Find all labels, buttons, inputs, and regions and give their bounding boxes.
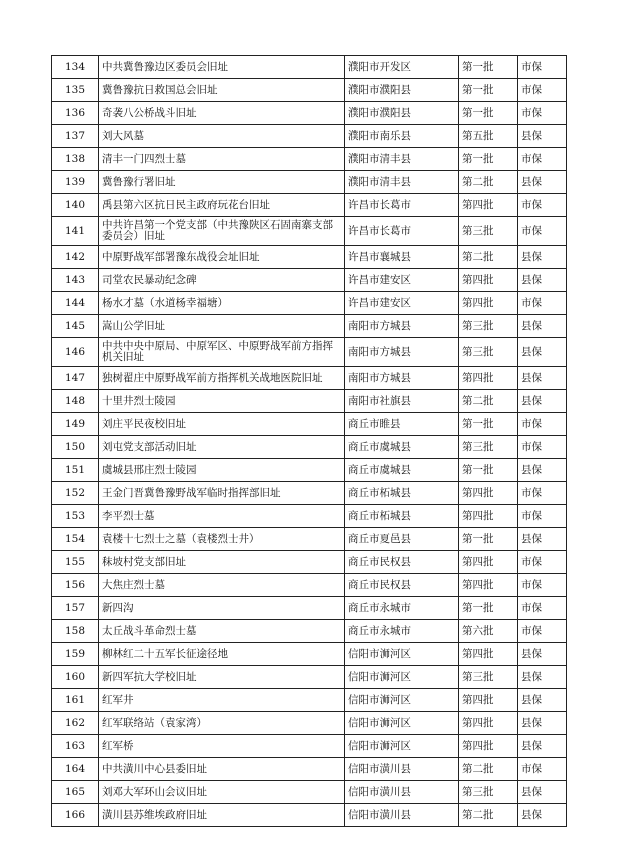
site-location: 濮阳市南乐县 (345, 125, 459, 148)
site-name: 刘邓大军环山会议旧址 (99, 781, 345, 804)
protection-batch: 第四批 (459, 551, 518, 574)
table-row (52, 102, 567, 125)
site-name: 秣坡村党支部旧址 (99, 551, 345, 574)
row-number: 145 (52, 315, 99, 338)
table-row (52, 574, 567, 597)
site-location: 商丘市夏邑县 (345, 528, 459, 551)
row-number: 136 (52, 102, 99, 125)
site-location: 南阳市社旗县 (345, 390, 459, 413)
site-location: 濮阳市开发区 (345, 56, 459, 79)
site-location: 信阳市浉河区 (345, 666, 459, 689)
protection-level: 县保 (518, 125, 567, 148)
site-location: 商丘市虞城县 (345, 436, 459, 459)
site-name: 新四沟 (99, 597, 345, 620)
site-name: 王金门晋冀鲁豫野战军临时指挥部旧址 (99, 482, 345, 505)
protection-batch: 第一批 (459, 79, 518, 102)
row-number: 148 (52, 390, 99, 413)
protection-batch: 第一批 (459, 56, 518, 79)
site-name: 红军井 (99, 689, 345, 712)
site-name: 刘大风墓 (99, 125, 345, 148)
protection-batch: 第一批 (459, 148, 518, 171)
row-number: 142 (52, 246, 99, 269)
row-number: 163 (52, 735, 99, 758)
site-name: 柳林红二十五军长征途径地 (99, 643, 345, 666)
protection-level: 市保 (518, 436, 567, 459)
table-row (52, 643, 567, 666)
protection-level: 县保 (518, 643, 567, 666)
site-location: 商丘市睢县 (345, 413, 459, 436)
site-name: 十里井烈士陵园 (99, 390, 345, 413)
protection-level: 县保 (518, 269, 567, 292)
protection-level: 县保 (518, 689, 567, 712)
table-row (52, 246, 567, 269)
site-name: 中共潢川中心县委旧址 (99, 758, 345, 781)
site-name: 大焦庄烈士墓 (99, 574, 345, 597)
row-number: 138 (52, 148, 99, 171)
protection-batch: 第一批 (459, 102, 518, 125)
protection-level: 市保 (518, 574, 567, 597)
site-name: 袁楼十七烈士之墓（袁楼烈士井） (99, 528, 345, 551)
site-location: 信阳市潢川县 (345, 804, 459, 827)
row-number: 164 (52, 758, 99, 781)
site-location: 信阳市浉河区 (345, 643, 459, 666)
protection-batch: 第二批 (459, 171, 518, 194)
table-row (52, 315, 567, 338)
protection-batch: 第二批 (459, 758, 518, 781)
protection-batch: 第四批 (459, 574, 518, 597)
protection-level: 市保 (518, 413, 567, 436)
row-number: 157 (52, 597, 99, 620)
site-location: 濮阳市濮阳县 (345, 79, 459, 102)
site-location: 许昌市襄城县 (345, 246, 459, 269)
protection-batch: 第四批 (459, 689, 518, 712)
table-row (52, 436, 567, 459)
row-number: 153 (52, 505, 99, 528)
table-row (52, 551, 567, 574)
protection-batch: 第一批 (459, 528, 518, 551)
table-row (52, 597, 567, 620)
protection-level: 市保 (518, 217, 567, 246)
table-row (52, 269, 567, 292)
site-name: 清丰一门四烈士墓 (99, 148, 345, 171)
site-name: 红军联络站（袁家湾） (99, 712, 345, 735)
site-name: 刘屯党支部活动旧址 (99, 436, 345, 459)
table-row (52, 217, 567, 246)
row-number: 139 (52, 171, 99, 194)
site-location: 信阳市浉河区 (345, 735, 459, 758)
row-number: 149 (52, 413, 99, 436)
site-name: 司堂农民暴动纪念碑 (99, 269, 345, 292)
protection-level: 市保 (518, 56, 567, 79)
site-name: 中共许昌第一个党支部（中共豫陕区石固南寨支部委员会）旧址 (99, 217, 345, 246)
protection-level: 县保 (518, 315, 567, 338)
protection-batch: 第四批 (459, 482, 518, 505)
protection-level: 市保 (518, 102, 567, 125)
site-location: 信阳市浉河区 (345, 689, 459, 712)
protection-level: 县保 (518, 735, 567, 758)
row-number: 162 (52, 712, 99, 735)
site-location: 信阳市潢川县 (345, 758, 459, 781)
site-name: 嵩山公学旧址 (99, 315, 345, 338)
table-row (52, 459, 567, 482)
protection-batch: 第四批 (459, 292, 518, 315)
site-location: 南阳市方城县 (345, 315, 459, 338)
row-number: 141 (52, 217, 99, 246)
protection-level: 市保 (518, 482, 567, 505)
protection-batch: 第二批 (459, 390, 518, 413)
protection-level: 市保 (518, 620, 567, 643)
site-location: 商丘市永城市 (345, 597, 459, 620)
protection-batch: 第三批 (459, 666, 518, 689)
site-location: 商丘市柘城县 (345, 482, 459, 505)
site-location: 南阳市方城县 (345, 367, 459, 390)
row-number: 165 (52, 781, 99, 804)
table-row (52, 367, 567, 390)
row-number: 140 (52, 194, 99, 217)
table-row (52, 413, 567, 436)
table-row (52, 712, 567, 735)
row-number: 144 (52, 292, 99, 315)
site-name: 中共中央中原局、中原军区、中原野战军前方指挥机关旧址 (99, 338, 345, 367)
site-location: 商丘市永城市 (345, 620, 459, 643)
site-location: 南阳市方城县 (345, 338, 459, 367)
row-number: 166 (52, 804, 99, 827)
protection-batch: 第六批 (459, 620, 518, 643)
protection-batch: 第四批 (459, 194, 518, 217)
protection-level: 市保 (518, 551, 567, 574)
protection-level: 市保 (518, 79, 567, 102)
protection-level: 市保 (518, 505, 567, 528)
protection-level: 市保 (518, 292, 567, 315)
site-name: 太丘战斗革命烈士墓 (99, 620, 345, 643)
protection-level: 县保 (518, 804, 567, 827)
site-location: 信阳市浉河区 (345, 712, 459, 735)
site-name: 冀鲁豫行署旧址 (99, 171, 345, 194)
site-location: 许昌市建安区 (345, 269, 459, 292)
table-row (52, 505, 567, 528)
protection-level: 县保 (518, 666, 567, 689)
table-row (52, 171, 567, 194)
table-row (52, 148, 567, 171)
table-row (52, 781, 567, 804)
row-number: 146 (52, 338, 99, 367)
protection-batch: 第五批 (459, 125, 518, 148)
protection-batch: 第四批 (459, 712, 518, 735)
site-location: 商丘市虞城县 (345, 459, 459, 482)
protection-batch: 第四批 (459, 735, 518, 758)
site-name: 杨水才墓（水道杨幸福塘） (99, 292, 345, 315)
protection-level: 县保 (518, 528, 567, 551)
table-row (52, 758, 567, 781)
row-number: 159 (52, 643, 99, 666)
site-name: 潢川县苏维埃政府旧址 (99, 804, 345, 827)
protection-batch: 第四批 (459, 643, 518, 666)
site-name: 冀鲁豫抗日救国总会旧址 (99, 79, 345, 102)
protection-level: 县保 (518, 459, 567, 482)
site-name: 新四军抗大学校旧址 (99, 666, 345, 689)
site-location: 许昌市长葛市 (345, 194, 459, 217)
site-name: 奇袭八公桥战斗旧址 (99, 102, 345, 125)
row-number: 143 (52, 269, 99, 292)
protection-level: 市保 (518, 148, 567, 171)
protection-batch: 第三批 (459, 338, 518, 367)
protection-batch: 第三批 (459, 315, 518, 338)
row-number: 147 (52, 367, 99, 390)
protection-level: 县保 (518, 171, 567, 194)
table-row (52, 666, 567, 689)
protection-level: 县保 (518, 390, 567, 413)
protection-batch: 第二批 (459, 804, 518, 827)
heritage-sites-table (51, 55, 567, 827)
row-number: 135 (52, 79, 99, 102)
table-row (52, 79, 567, 102)
site-location: 商丘市民权县 (345, 551, 459, 574)
row-number: 160 (52, 666, 99, 689)
row-number: 151 (52, 459, 99, 482)
row-number: 137 (52, 125, 99, 148)
table-row (52, 56, 567, 79)
table-row (52, 194, 567, 217)
site-name: 独树翟庄中原野战军前方指挥机关战地医院旧址 (99, 367, 345, 390)
site-name: 虞城县邢庄烈士陵园 (99, 459, 345, 482)
row-number: 152 (52, 482, 99, 505)
site-name: 中原野战军部署豫东战役会址旧址 (99, 246, 345, 269)
site-location: 信阳市潢川县 (345, 781, 459, 804)
protection-level: 县保 (518, 367, 567, 390)
protection-batch: 第三批 (459, 781, 518, 804)
protection-batch: 第四批 (459, 269, 518, 292)
site-name: 中共冀鲁豫边区委员会旧址 (99, 56, 345, 79)
row-number: 134 (52, 56, 99, 79)
table-row (52, 735, 567, 758)
protection-batch: 第一批 (459, 597, 518, 620)
site-name: 李平烈士墓 (99, 505, 345, 528)
site-location: 许昌市长葛市 (345, 217, 459, 246)
protection-level: 市保 (518, 758, 567, 781)
table-row (52, 620, 567, 643)
row-number: 156 (52, 574, 99, 597)
row-number: 155 (52, 551, 99, 574)
site-name: 红军桥 (99, 735, 345, 758)
site-name: 刘庄平民夜校旧址 (99, 413, 345, 436)
protection-batch: 第二批 (459, 246, 518, 269)
site-location: 濮阳市濮阳县 (345, 102, 459, 125)
site-location: 濮阳市清丰县 (345, 171, 459, 194)
table-row (52, 125, 567, 148)
protection-level: 市保 (518, 194, 567, 217)
table-row (52, 528, 567, 551)
site-location: 许昌市建安区 (345, 292, 459, 315)
site-location: 商丘市民权县 (345, 574, 459, 597)
protection-batch: 第三批 (459, 436, 518, 459)
table-row (52, 390, 567, 413)
table-row (52, 338, 567, 367)
protection-batch: 第一批 (459, 459, 518, 482)
table-row (52, 292, 567, 315)
row-number: 158 (52, 620, 99, 643)
table-row (52, 804, 567, 827)
site-location: 濮阳市清丰县 (345, 148, 459, 171)
table-body (52, 56, 567, 827)
protection-batch: 第三批 (459, 217, 518, 246)
row-number: 154 (52, 528, 99, 551)
protection-level: 市保 (518, 597, 567, 620)
protection-batch: 第四批 (459, 505, 518, 528)
protection-level: 县保 (518, 712, 567, 735)
protection-level: 县保 (518, 338, 567, 367)
row-number: 161 (52, 689, 99, 712)
site-location: 商丘市柘城县 (345, 505, 459, 528)
row-number: 150 (52, 436, 99, 459)
protection-batch: 第四批 (459, 367, 518, 390)
protection-level: 县保 (518, 246, 567, 269)
protection-level: 县保 (518, 781, 567, 804)
table-row (52, 689, 567, 712)
protection-batch: 第一批 (459, 413, 518, 436)
site-name: 禹县第六区抗日民主政府玩花台旧址 (99, 194, 345, 217)
table-row (52, 482, 567, 505)
